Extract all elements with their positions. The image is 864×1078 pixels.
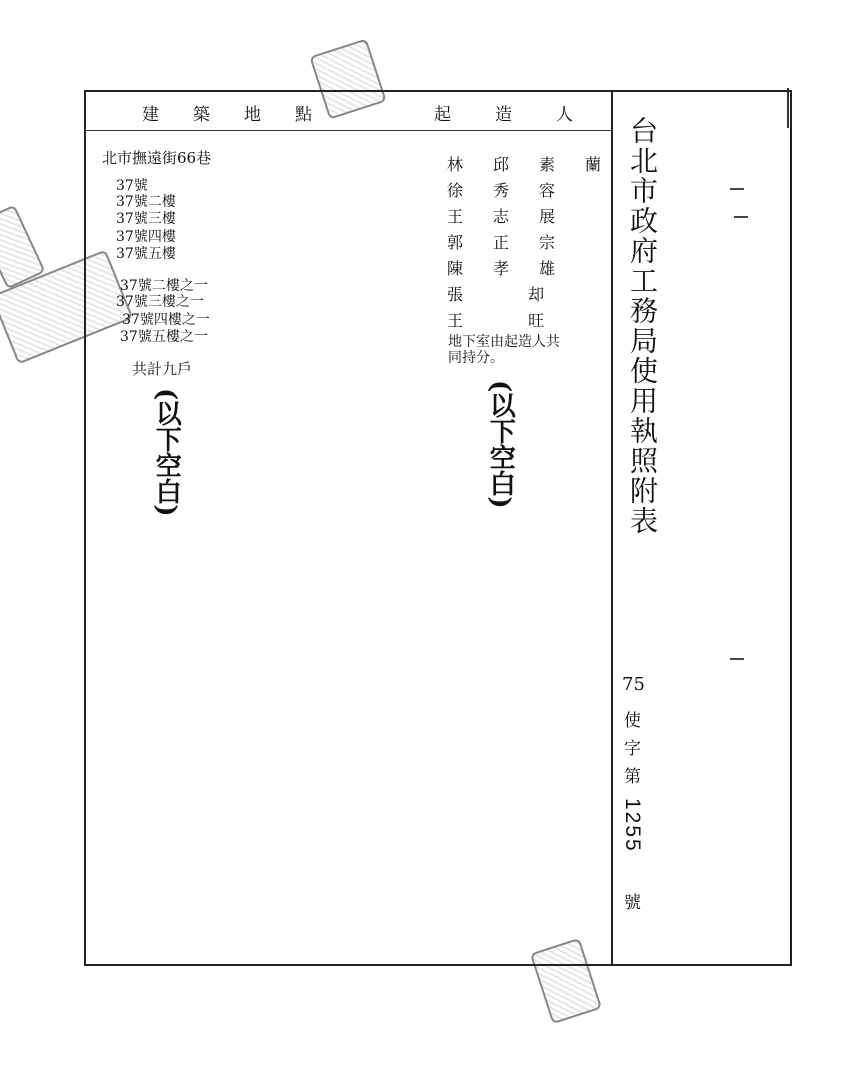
permit-char-shi: 使 <box>624 711 641 731</box>
location-header: 建築地點 <box>142 105 346 125</box>
builder-name: 郭正宗 <box>447 233 586 252</box>
address-line-6: 37號二樓之一 <box>120 278 208 294</box>
document-frame <box>84 90 792 966</box>
address-line-5: 37號五樓 <box>116 246 176 262</box>
builder-name: 林邱素蘭 <box>447 155 632 174</box>
blank-marker-right: (以下空白) <box>485 380 516 509</box>
address-line-3: 37號三樓 <box>116 211 176 227</box>
address-line-1: 37號 <box>116 178 148 194</box>
address-line-8: 37號四樓之一 <box>122 312 210 328</box>
header-underline <box>86 130 611 131</box>
address-line-2: 37號二樓 <box>116 194 176 210</box>
builder-name: 徐秀容 <box>447 181 586 200</box>
permit-char-zi: 字 <box>624 739 641 759</box>
permit-number: 1255 <box>621 798 644 853</box>
builder-list <box>447 152 631 334</box>
address-line-4: 37號四樓 <box>116 229 176 245</box>
permit-year: 75 <box>622 674 645 695</box>
builder-name: 張 却 <box>447 285 575 304</box>
household-total: 共計九戶 <box>132 360 193 378</box>
document-title: 台北市政府工務局使用執照附表 <box>626 116 659 536</box>
basement-note: 地下室由起造人共同持分。 <box>448 334 560 366</box>
address-line-7: 37號三樓之一 <box>116 294 204 310</box>
builder-name: 王 旺 <box>447 311 575 330</box>
permit-char-di: 第 <box>624 767 641 787</box>
builder-name: 陳孝雄 <box>447 259 586 278</box>
permit-char-hao: 號 <box>624 893 641 913</box>
builder-header: 起造人 <box>434 105 617 125</box>
builder-name: 王志展 <box>447 207 586 226</box>
address-line-9: 37號五樓之一 <box>120 329 208 345</box>
street-name: 北市撫遠街66巷 <box>102 149 212 167</box>
blank-marker-left: (以下空白) <box>151 388 182 517</box>
